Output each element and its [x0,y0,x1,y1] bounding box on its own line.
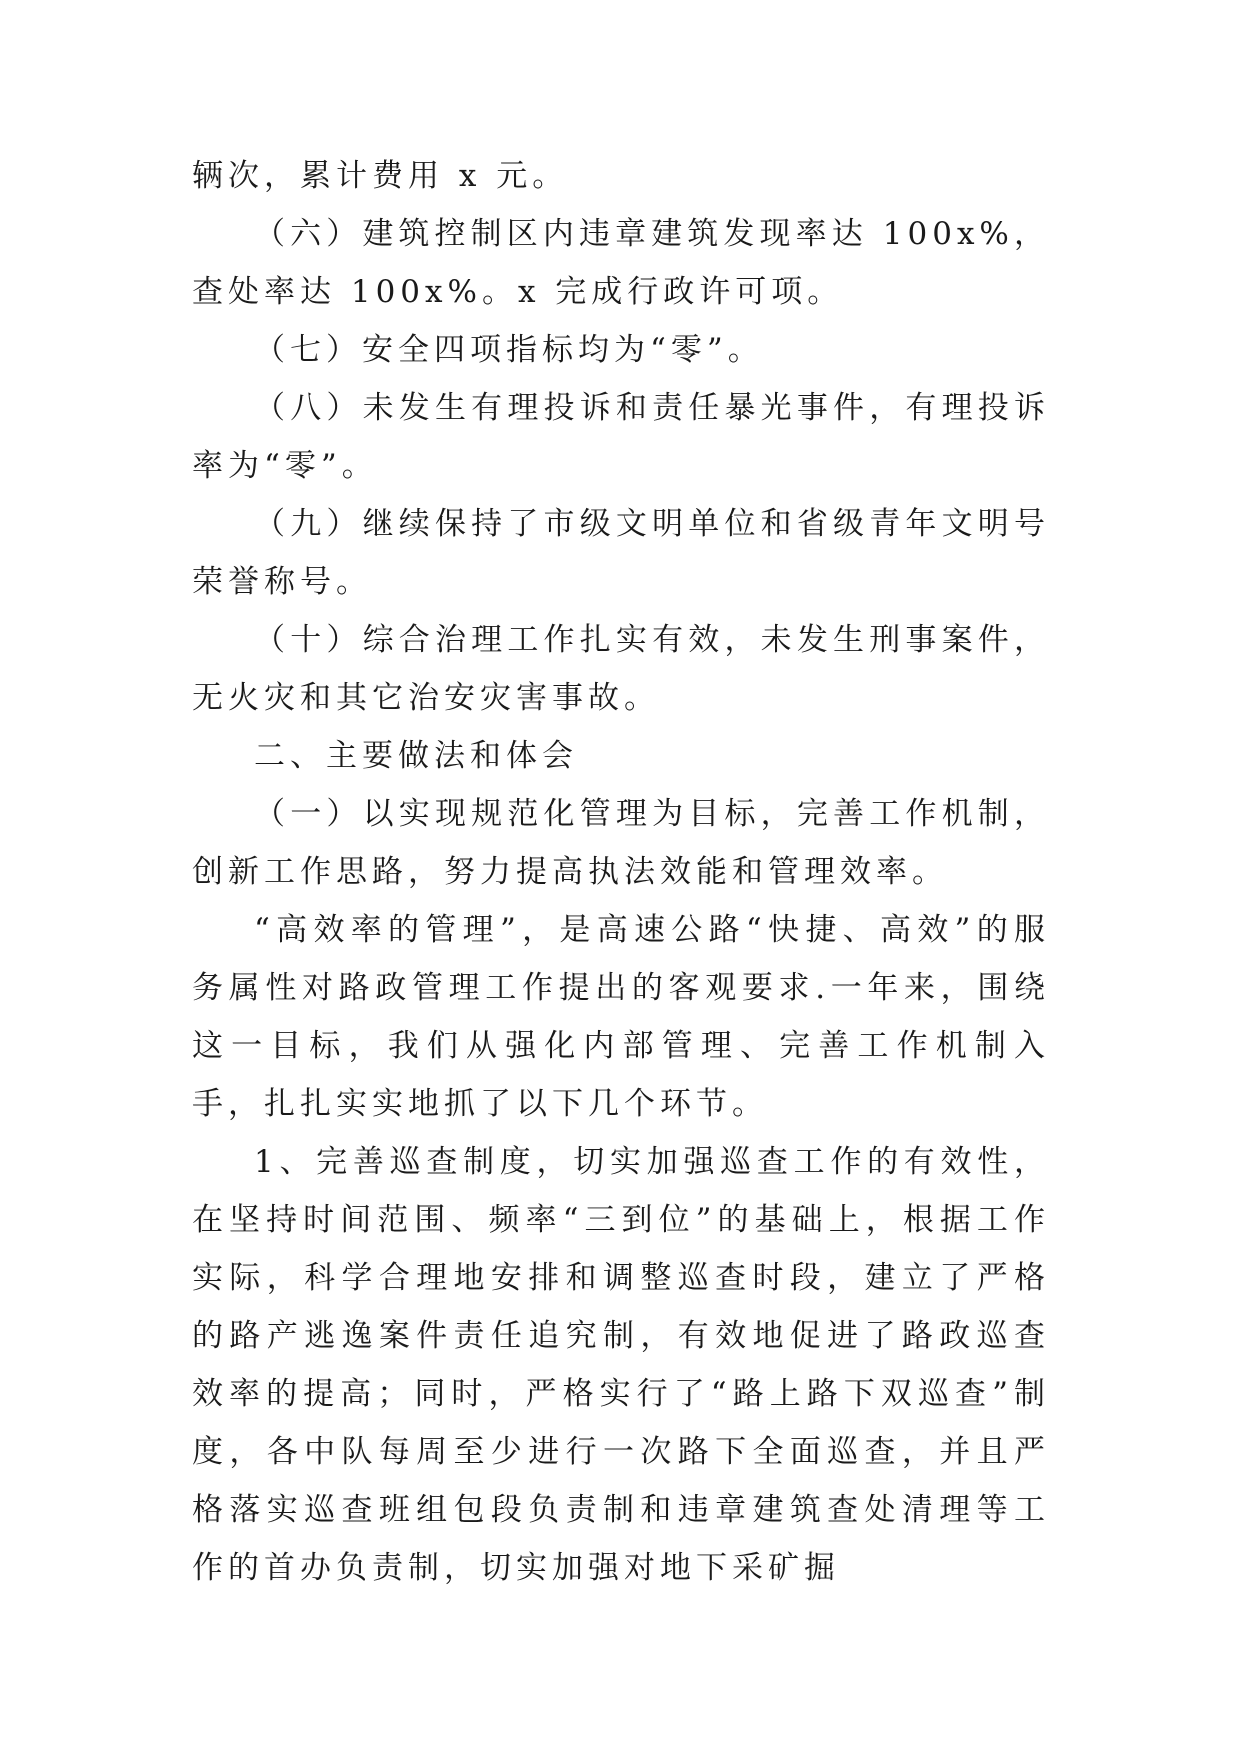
paragraph-8: （一）以实现规范化管理为目标，完善工作机制，创新工作思路，努力提高执法效能和管理效率。 [192,796,1050,890]
section-heading: 二、主要做法和体会 [254,738,578,774]
paragraph-9: “高效率的管理”，是高速公路“快捷、高效”的服务属性对路政管理工作提出的客观要求.一年来，围绕这一目标，我们从强化内部管理、完善工作机制入手，扎扎实实地抓了以下几个环节。 [192,912,1050,1122]
paragraph-2: （六）建筑控制区内违章建筑发现率达 100x%，查处率达 100x%。x 完成行政许可项。 [192,216,1050,310]
paragraph-3: （七）安全四项指标均为“零”。 [254,332,764,368]
paragraph-5: （九）继续保持了市级文明单位和省级青年文明号荣誉称号。 [192,506,1050,600]
document-body [192,147,1050,1597]
paragraph-1: 辆次，累计费用 x 元。 [192,158,569,194]
paragraph-6: （十）综合治理工作扎实有效，未发生刑事案件，无火灾和其它治安灾害事故。 [192,622,1050,716]
paragraph-10: 1、完善巡查制度，切实加强巡查工作的有效性，在坚持时间范围、频率“三到位”的基础上，根据工作实际，科学合理地安排和调整巡查时段，建立了严格的路产逃逸案件责任追究制，有效地促进了路政巡查效率的提高；同时，严格实行了“路上路下双巡查”制度，各中队每周至少进行一次路下全面巡查，并且严格落实巡查班组包段负责制和违章建筑查处清理等工作的首办负责制，切实加强对地下采矿掘 [192,1144,1050,1586]
paragraph-4: （八）未发生有理投诉和责任暴光事件，有理投诉率为“零”。 [192,390,1050,484]
